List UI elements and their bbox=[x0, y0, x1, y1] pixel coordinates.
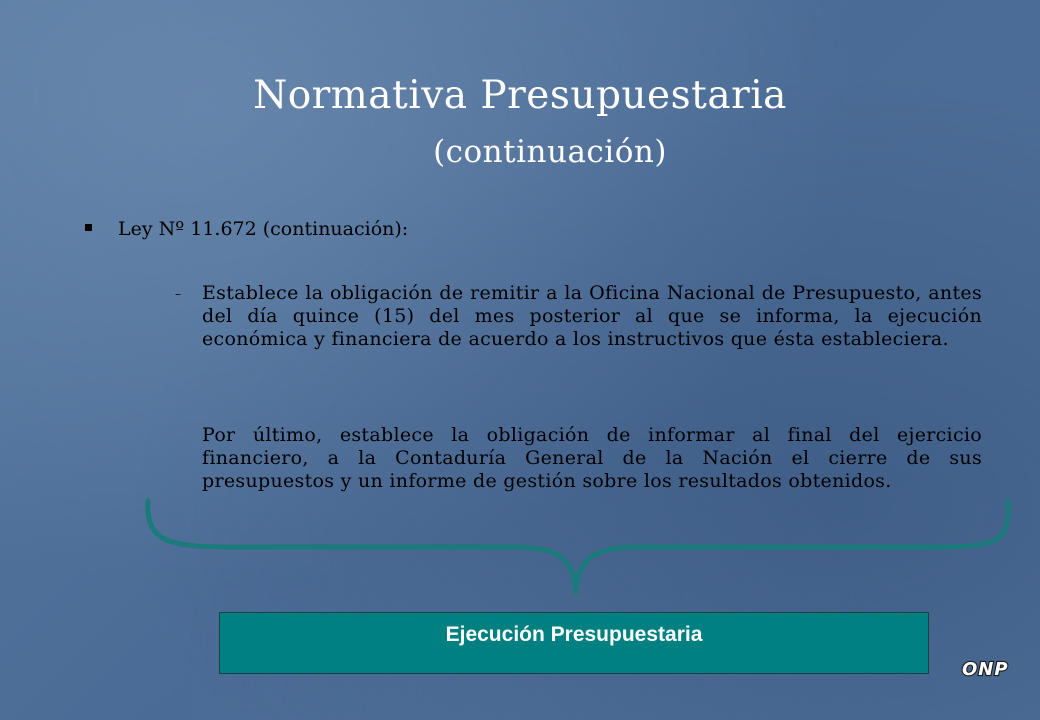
square-bullet-icon bbox=[85, 224, 92, 231]
onp-logo-text: ONP bbox=[962, 659, 1009, 680]
sub-bullet-dash: – bbox=[175, 287, 181, 301]
paragraph-obligation-onp: Establece la obligación de remitir a la Oficina Nacional de Presupuesto, antes del día quince (15) del mes posterior al que se informa, la ejecución económica y financiera de acuerdo a los instructivos que ésta estableciera. bbox=[202, 282, 982, 350]
result-box bbox=[219, 612, 929, 674]
paragraph-obligation-cgn: Por último, establece la obligación de informar al final del ejercicio financiero, a la Contaduría General de la Nación el cierre de sus presupuestos y un informe de gestión sobre los resultados obtenidos. bbox=[202, 424, 982, 492]
slide-title: Normativa Presupuestaria bbox=[253, 73, 787, 118]
onp-logo bbox=[960, 658, 1022, 680]
curly-brace-icon bbox=[140, 495, 1020, 600]
result-box-label: Ejecución Presupuestaria bbox=[445, 623, 703, 646]
bullet-text: Ley Nº 11.672 (continuación): bbox=[118, 218, 409, 240]
slide-subtitle: (continuación) bbox=[433, 134, 667, 170]
